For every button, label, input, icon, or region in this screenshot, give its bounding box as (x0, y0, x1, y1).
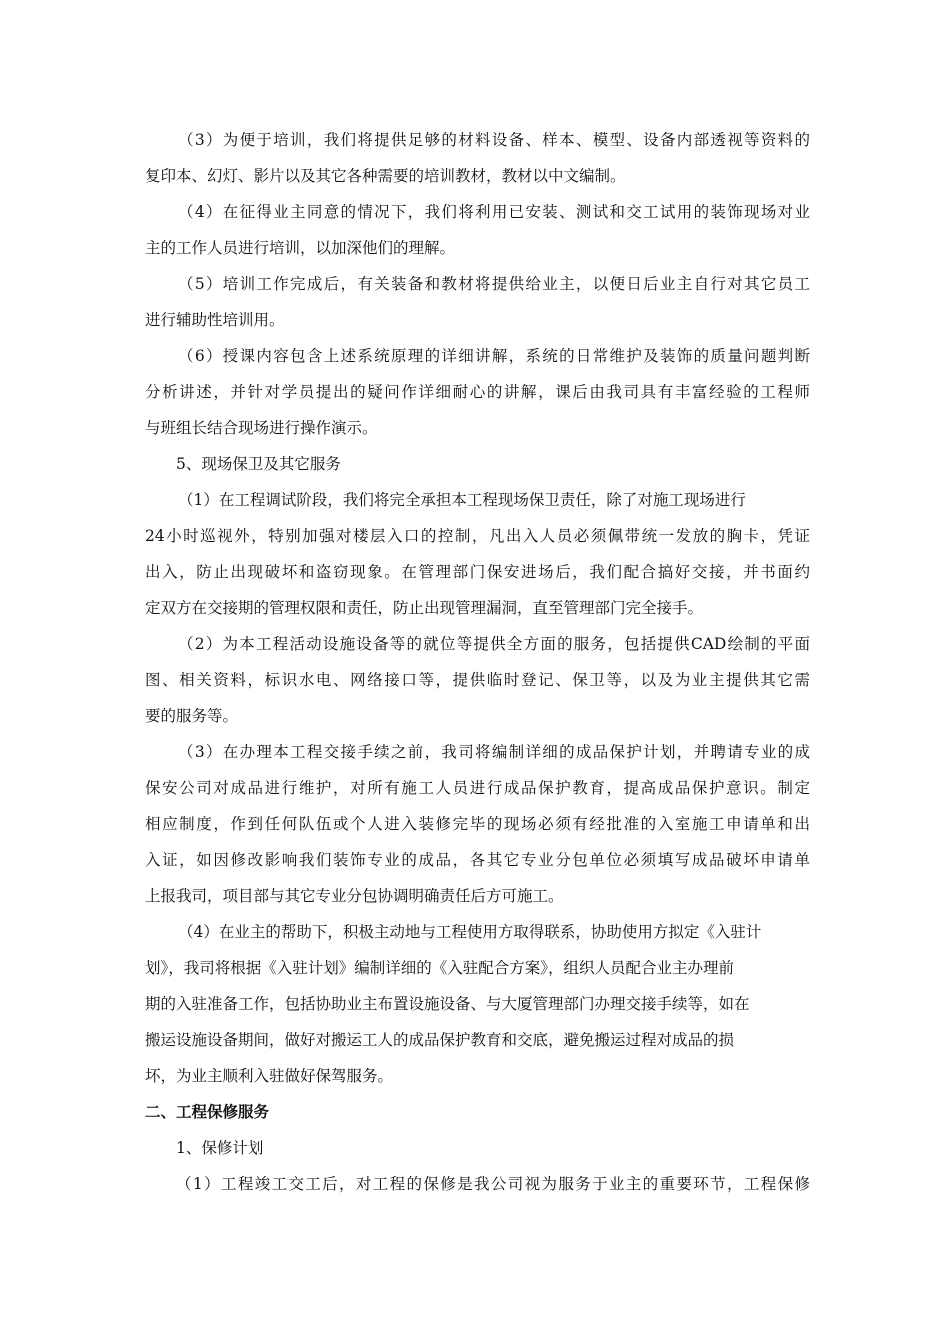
paragraph-line: 出入，防止出现破坏和盗窃现象。在管理部门保安进场后，我们配合搞好交接，并书面约 (145, 563, 810, 581)
paragraph-line: （4）在业主的帮助下，积极主动地与工程使用方取得联系，协助使用方拟定《入驻计 (178, 923, 762, 941)
paragraph-line: 定双方在交接期的管理权限和责任，防止出现管理漏洞，直至管理部门完全接手。 (145, 599, 704, 617)
paragraph-line: （5）培训工作完成后，有关装备和教材将提供给业主，以便日后业主自行对其它员工 (178, 275, 810, 293)
paragraph-line: 相应制度，作到任何队伍或个人进入装修完毕的现场必须有经批准的入室施工申请单和出 (145, 815, 810, 833)
paragraph-line: 划》，我司将根据《入驻计划》编制详细的《入驻配合方案》，组织人员配合业主办理前 (145, 959, 735, 977)
paragraph-line: （4）在征得业主同意的情况下，我们将利用已安装、测试和交工试用的装饰现场对业 (178, 203, 810, 221)
paragraph-line: 保安公司对成品进行维护，对所有施工人员进行成品保护教育，提高成品保护意识。制定 (145, 779, 810, 797)
paragraph-line: （3）在办理本工程交接手续之前，我司将编制详细的成品保护计划，并聘请专业的成 (178, 743, 810, 761)
paragraph-line: 要的服务等。 (145, 707, 239, 725)
section-subheading: 5、现场保卫及其它服务 (176, 455, 341, 473)
paragraph-line: （2）为本工程活动设施设备等的就位等提供全方面的服务，包括提供CAD绘制的平面 (178, 635, 810, 653)
paragraph-line: 与班组长结合现场进行操作演示。 (145, 419, 378, 437)
paragraph-line: 复印本、幻灯、影片以及其它各种需要的培训教材，教材以中文编制。 (145, 167, 626, 185)
paragraph-line: 24小时巡视外，特别加强对楼层入口的控制，凡出入人员必须佩带统一发放的胸卡，凭证 (145, 527, 810, 545)
section-heading: 二、工程保修服务 (145, 1103, 270, 1121)
paragraph-line: （1）工程竣工交工后，对工程的保修是我公司视为服务于业主的重要环节，工程保修 (176, 1175, 810, 1193)
document-body (145, 122, 810, 1202)
paragraph-line: 搬运设施设备期间，做好对搬运工人的成品保护教育和交底，避免搬运过程对成品的损 (145, 1031, 735, 1049)
paragraph-line: 进行辅助性培训用。 (145, 311, 285, 329)
section-subheading: 1、保修计划 (176, 1139, 264, 1157)
paragraph-line: 上报我司，项目部与其它专业分包协调明确责任后方可施工。 (145, 887, 564, 905)
paragraph-line: （1）在工程调试阶段，我们将完全承担本工程现场保卫责任，除了对施工现场进行 (178, 491, 746, 509)
paragraph-line: 坏，为业主顺利入驻做好保驾服务。 (145, 1067, 394, 1085)
paragraph-line: 主的工作人员进行培训，以加深他们的理解。 (145, 239, 456, 257)
paragraph-line: 入证，如因修改影响我们装饰专业的成品，各其它专业分包单位必须填写成品破坏申请单 (145, 851, 810, 869)
paragraph-line: （3）为便于培训，我们将提供足够的材料设备、样本、模型、设备内部透视等资料的 (178, 131, 810, 149)
paragraph-line: 分析讲述，并针对学员提出的疑问作详细耐心的讲解，课后由我司具有丰富经验的工程师 (145, 383, 810, 401)
paragraph-line: 图、相关资料，标识水电、网络接口等，提供临时登记、保卫等，以及为业主提供其它需 (145, 671, 810, 689)
paragraph-line: 期的入驻准备工作，包括协助业主布置设施设备、与大厦管理部门办理交接手续等，如在 (145, 995, 750, 1013)
paragraph-line: （6）授课内容包含上述系统原理的详细讲解，系统的日常维护及装饰的质量问题判断 (178, 347, 810, 365)
